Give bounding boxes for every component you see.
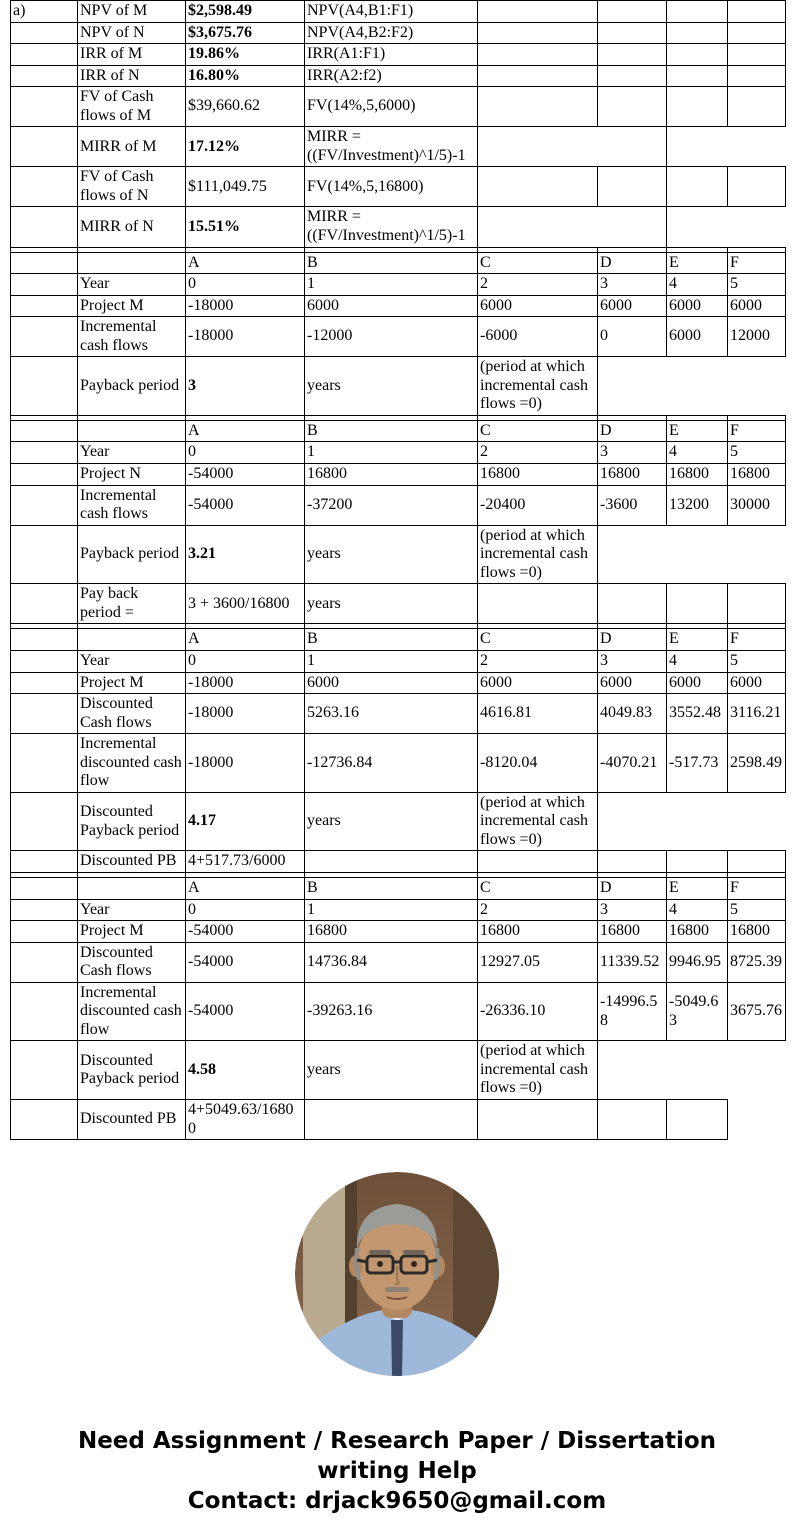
table-cell: years <box>305 792 478 851</box>
table-cell: -5049.63 <box>667 982 728 1041</box>
presenter-photo-container <box>0 1172 794 1376</box>
table-cell: 16800 <box>478 921 598 943</box>
table-cell: Pay back period = <box>78 584 186 624</box>
empty-cell <box>305 1099 478 1139</box>
empty-cell <box>11 357 78 416</box>
table-row <box>11 1041 786 1100</box>
table-cell: A <box>186 877 305 899</box>
table-cell: 1 <box>305 899 478 921</box>
empty-cell <box>728 44 786 66</box>
table-cell: 16.80% <box>186 65 305 87</box>
table-cell: $2,598.49 <box>186 1 305 23</box>
table-cell: (period at which incremental cash flows =0) <box>478 525 598 584</box>
table-cell: 3 <box>186 357 305 416</box>
empty-cell <box>728 584 786 624</box>
table-cell: 5263.16 <box>305 694 478 734</box>
table-row <box>11 629 786 651</box>
table-cell: 4049.83 <box>598 694 667 734</box>
table-row <box>11 899 786 921</box>
table-cell: 5 <box>728 274 786 296</box>
table-cell: 8725.39 <box>728 942 786 982</box>
empty-cell <box>728 22 786 44</box>
table-cell: IRR of M <box>78 44 186 66</box>
table-cell: -18000 <box>186 672 305 694</box>
empty-cell <box>478 65 598 87</box>
table-cell: (period at which incremental cash flows =0) <box>478 792 598 851</box>
table-cell: FV of Cash flows of N <box>78 167 186 207</box>
table-cell: NPV(A4,B2:F2) <box>305 22 478 44</box>
empty-cell <box>667 167 728 207</box>
empty-cell <box>11 851 78 873</box>
table-cell: -12000 <box>305 317 478 357</box>
table-cell: 5 <box>728 650 786 672</box>
table-row <box>11 584 786 624</box>
table-cell: years <box>305 525 478 584</box>
table-cell: Year <box>78 442 186 464</box>
table-cell: MIRR = ((FV/Investment)^1/5)-1 <box>305 207 478 247</box>
table-cell: NPV(A4,B1:F1) <box>305 1 478 23</box>
table-cell: 4.17 <box>186 792 305 851</box>
table-cell: 12000 <box>728 317 786 357</box>
table-row <box>11 921 786 943</box>
table-cell: 9946.95 <box>667 942 728 982</box>
table-cell: -8120.04 <box>478 734 598 793</box>
table-cell: FV(14%,5,16800) <box>305 167 478 207</box>
table-cell: B <box>305 252 478 274</box>
table-cell: 6000 <box>305 295 478 317</box>
table-row <box>11 442 786 464</box>
table-row <box>11 525 786 584</box>
table-cell: 5 <box>728 899 786 921</box>
table-cell: IRR(A1:F1) <box>305 44 478 66</box>
table-cell: -20400 <box>478 485 598 525</box>
table-row <box>11 420 786 442</box>
empty-cell <box>667 65 728 87</box>
table-cell: -3600 <box>598 485 667 525</box>
table-cell: 16800 <box>728 464 786 486</box>
table-row <box>11 65 786 87</box>
table-row <box>11 877 786 899</box>
table-cell: Year <box>78 650 186 672</box>
empty-cell <box>728 1 786 23</box>
table-cell: C <box>478 877 598 899</box>
table-cell: 30000 <box>728 485 786 525</box>
table-cell: 4 <box>667 899 728 921</box>
table-cell: D <box>598 629 667 651</box>
empty-cell <box>11 87 78 127</box>
table-cell: Project M <box>78 921 186 943</box>
table-cell: Year <box>78 274 186 296</box>
worksheet-table <box>10 0 786 1140</box>
table-row <box>11 1099 786 1139</box>
table-cell: 1 <box>305 442 478 464</box>
table-cell: 4616.81 <box>478 694 598 734</box>
table-row <box>11 44 786 66</box>
table-cell: E <box>667 877 728 899</box>
empty-cell <box>478 127 667 167</box>
table-cell: 6000 <box>478 295 598 317</box>
table-cell: 0 <box>186 650 305 672</box>
table-cell: A <box>186 629 305 651</box>
table-cell: 2 <box>478 274 598 296</box>
promo-contact-email: Contact: drjack9650@gmail.com <box>187 1488 607 1515</box>
table-cell: -12736.84 <box>305 734 478 793</box>
table-cell: Incremental cash flows <box>78 317 186 357</box>
empty-cell <box>11 207 78 247</box>
table-cell: E <box>667 420 728 442</box>
empty-cell <box>11 65 78 87</box>
table-cell: -54000 <box>186 485 305 525</box>
table-cell: 16800 <box>667 921 728 943</box>
table-row <box>11 357 786 416</box>
table-cell: Discounted Cash flows <box>78 942 186 982</box>
table-row <box>11 274 786 296</box>
empty-cell <box>728 65 786 87</box>
table-cell: 2 <box>478 650 598 672</box>
empty-cell <box>11 167 78 207</box>
table-cell: Payback period <box>78 525 186 584</box>
empty-cell <box>728 851 786 873</box>
empty-cell <box>11 442 78 464</box>
empty-cell <box>598 44 667 66</box>
empty-cell <box>11 464 78 486</box>
table-cell: (period at which incremental cash flows =0) <box>478 357 598 416</box>
table-row <box>11 1 786 23</box>
empty-cell <box>598 851 667 873</box>
table-cell: 0 <box>186 442 305 464</box>
table-cell: 15.51% <box>186 207 305 247</box>
table-cell: 3 <box>598 899 667 921</box>
table-cell: 5 <box>728 442 786 464</box>
table-cell: -6000 <box>478 317 598 357</box>
empty-cell <box>598 65 667 87</box>
table-row <box>11 851 786 873</box>
table-cell: 2 <box>478 899 598 921</box>
empty-cell <box>11 899 78 921</box>
table-cell: Incremental discounted cash flow <box>78 734 186 793</box>
table-cell: 16800 <box>598 921 667 943</box>
table-row <box>11 694 786 734</box>
empty-cell <box>78 877 186 899</box>
promo-line-2: writing Help <box>317 1458 477 1485</box>
table-cell: D <box>598 420 667 442</box>
empty-cell <box>11 629 78 651</box>
table-cell: Project M <box>78 295 186 317</box>
table-cell: 11339.52 <box>598 942 667 982</box>
table-cell: MIRR of N <box>78 207 186 247</box>
empty-cell <box>11 127 78 167</box>
table-cell: -54000 <box>186 464 305 486</box>
empty-cell <box>11 921 78 943</box>
table-row <box>11 167 786 207</box>
empty-cell <box>667 1 728 23</box>
table-cell: B <box>305 877 478 899</box>
table-row <box>11 87 786 127</box>
table-cell: 12927.05 <box>478 942 598 982</box>
table-cell: $3,675.76 <box>186 22 305 44</box>
table-cell: NPV of N <box>78 22 186 44</box>
table-cell: -18000 <box>186 694 305 734</box>
table-cell: 19.86% <box>186 44 305 66</box>
table-cell: 16800 <box>305 921 478 943</box>
table-cell: E <box>667 252 728 274</box>
table-cell: C <box>478 420 598 442</box>
table-cell: 6000 <box>728 672 786 694</box>
empty-cell <box>305 851 478 873</box>
table-row <box>11 295 786 317</box>
empty-cell <box>728 167 786 207</box>
empty-cell <box>598 87 667 127</box>
table-cell: years <box>305 584 478 624</box>
empty-cell <box>728 87 786 127</box>
empty-cell <box>667 584 728 624</box>
table-cell: 6000 <box>667 317 728 357</box>
table-cell: 3675.76 <box>728 982 786 1041</box>
table-cell: C <box>478 252 598 274</box>
table-row <box>11 734 786 793</box>
table-cell: -54000 <box>186 921 305 943</box>
promo-line-1: Need Assignment / Research Paper / Dissertation <box>77 1428 717 1455</box>
table-cell: A <box>186 420 305 442</box>
empty-cell <box>11 485 78 525</box>
empty-cell <box>478 851 598 873</box>
empty-cell <box>11 672 78 694</box>
table-cell: Incremental discounted cash flow <box>78 982 186 1041</box>
table-cell: -54000 <box>186 982 305 1041</box>
table-cell: -37200 <box>305 485 478 525</box>
table-cell: C <box>478 629 598 651</box>
empty-cell <box>598 1 667 23</box>
table-cell: 3552.48 <box>667 694 728 734</box>
table-cell: -18000 <box>186 734 305 793</box>
empty-cell <box>78 629 186 651</box>
empty-cell <box>667 22 728 44</box>
table-cell: -14996.58 <box>598 982 667 1041</box>
table-cell: -54000 <box>186 942 305 982</box>
empty-cell <box>478 207 667 247</box>
table-cell: 3116.21 <box>728 694 786 734</box>
table-cell: E <box>667 629 728 651</box>
table-row <box>11 207 786 247</box>
empty-cell <box>11 1099 78 1139</box>
empty-cell <box>11 734 78 793</box>
empty-cell <box>478 584 598 624</box>
table-cell: $111,049.75 <box>186 167 305 207</box>
table-row <box>11 317 786 357</box>
empty-cell <box>11 982 78 1041</box>
table-row <box>11 942 786 982</box>
table-cell: IRR(A2:f2) <box>305 65 478 87</box>
table-cell: 0 <box>186 899 305 921</box>
table-cell: -18000 <box>186 317 305 357</box>
empty-cell <box>11 22 78 44</box>
empty-cell <box>478 44 598 66</box>
table-cell: 16800 <box>598 464 667 486</box>
empty-cell <box>11 584 78 624</box>
table-cell: years <box>305 357 478 416</box>
table-cell: 17.12% <box>186 127 305 167</box>
table-cell: 3 <box>598 274 667 296</box>
table-cell: $39,660.62 <box>186 87 305 127</box>
table-cell: 16800 <box>478 464 598 486</box>
table-cell: Discounted PB <box>78 1099 186 1139</box>
table-cell: Discounted PB <box>78 851 186 873</box>
empty-cell <box>598 167 667 207</box>
empty-cell <box>598 584 667 624</box>
table-cell: 16800 <box>728 921 786 943</box>
table-cell: MIRR = ((FV/Investment)^1/5)-1 <box>305 127 478 167</box>
table-cell: B <box>305 629 478 651</box>
table-cell: (period at which incremental cash flows =0) <box>478 1041 598 1100</box>
table-cell: FV(14%,5,6000) <box>305 87 478 127</box>
table-cell: -39263.16 <box>305 982 478 1041</box>
table-row <box>11 982 786 1041</box>
empty-cell <box>11 694 78 734</box>
table-cell: 4 <box>667 274 728 296</box>
table-cell: 6000 <box>598 672 667 694</box>
table-row <box>11 650 786 672</box>
empty-cell <box>667 44 728 66</box>
table-cell: 6000 <box>598 295 667 317</box>
empty-cell <box>11 525 78 584</box>
empty-cell <box>11 274 78 296</box>
table-cell: D <box>598 877 667 899</box>
table-cell: 16800 <box>305 464 478 486</box>
table-cell: 2 <box>478 442 598 464</box>
table-row <box>11 22 786 44</box>
table-cell: A <box>186 252 305 274</box>
empty-cell <box>78 420 186 442</box>
table-cell: 1 <box>305 274 478 296</box>
table-cell: 13200 <box>667 485 728 525</box>
table-cell: Discounted Cash flows <box>78 694 186 734</box>
table-cell: 1 <box>305 650 478 672</box>
table-cell: Incremental cash flows <box>78 485 186 525</box>
table-cell: MIRR of M <box>78 127 186 167</box>
empty-cell <box>478 1 598 23</box>
empty-cell <box>11 792 78 851</box>
empty-cell <box>11 317 78 357</box>
table-cell: B <box>305 420 478 442</box>
table-cell: -18000 <box>186 295 305 317</box>
empty-cell <box>667 87 728 127</box>
table-cell: F <box>728 877 786 899</box>
table-cell: 4 <box>667 650 728 672</box>
promo-text-block <box>0 1426 794 1516</box>
empty-cell <box>478 87 598 127</box>
table-cell: 3 <box>598 442 667 464</box>
empty-cell <box>11 44 78 66</box>
empty-cell <box>478 1099 598 1139</box>
empty-cell <box>478 22 598 44</box>
empty-cell <box>11 252 78 274</box>
table-cell: a) <box>11 1 78 23</box>
table-cell: 6000 <box>728 295 786 317</box>
empty-cell <box>598 22 667 44</box>
table-cell: 3 <box>598 650 667 672</box>
table-cell: F <box>728 420 786 442</box>
empty-cell <box>78 252 186 274</box>
table-cell: Discounted Payback period <box>78 1041 186 1100</box>
table-cell: F <box>728 252 786 274</box>
presenter-photo <box>295 1172 499 1376</box>
table-cell: 6000 <box>478 672 598 694</box>
table-cell: 2598.49 <box>728 734 786 793</box>
table-row <box>11 252 786 274</box>
table-row <box>11 792 786 851</box>
table-cell: -26336.10 <box>478 982 598 1041</box>
empty-cell <box>11 942 78 982</box>
table-cell: D <box>598 252 667 274</box>
table-cell: 4+5049.63/16800 <box>186 1099 305 1139</box>
table-cell: 6000 <box>667 295 728 317</box>
table-cell: Project M <box>78 672 186 694</box>
table-cell: -4070.21 <box>598 734 667 793</box>
table-cell: Payback period <box>78 357 186 416</box>
table-cell: 14736.84 <box>305 942 478 982</box>
table-cell: 3 + 3600/16800 <box>186 584 305 624</box>
empty-cell <box>11 295 78 317</box>
table-cell: 6000 <box>305 672 478 694</box>
table-row <box>11 485 786 525</box>
empty-cell <box>11 877 78 899</box>
empty-cell <box>667 851 728 873</box>
table-cell: Discounted Payback period <box>78 792 186 851</box>
table-cell: 4 <box>667 442 728 464</box>
empty-cell <box>11 1041 78 1100</box>
table-cell: F <box>728 629 786 651</box>
table-cell: 4.58 <box>186 1041 305 1100</box>
table-cell: IRR of N <box>78 65 186 87</box>
empty-cell <box>11 420 78 442</box>
table-cell: 6000 <box>667 672 728 694</box>
table-row <box>11 127 786 167</box>
table-row <box>11 464 786 486</box>
table-cell: NPV of M <box>78 1 186 23</box>
presenter-avatar-illustration <box>295 1172 499 1376</box>
table-cell: Year <box>78 899 186 921</box>
table-cell: Project N <box>78 464 186 486</box>
table-cell: 0 <box>186 274 305 296</box>
table-cell: 16800 <box>667 464 728 486</box>
table-cell: FV of Cash flows of M <box>78 87 186 127</box>
table-row <box>11 672 786 694</box>
empty-cell <box>598 1099 667 1139</box>
table-cell: -517.73 <box>667 734 728 793</box>
empty-cell <box>667 1099 728 1139</box>
table-cell: 3.21 <box>186 525 305 584</box>
table-cell: 0 <box>598 317 667 357</box>
empty-cell <box>11 650 78 672</box>
table-cell: 4+517.73/6000 <box>186 851 305 873</box>
empty-cell <box>478 167 598 207</box>
table-cell: years <box>305 1041 478 1100</box>
